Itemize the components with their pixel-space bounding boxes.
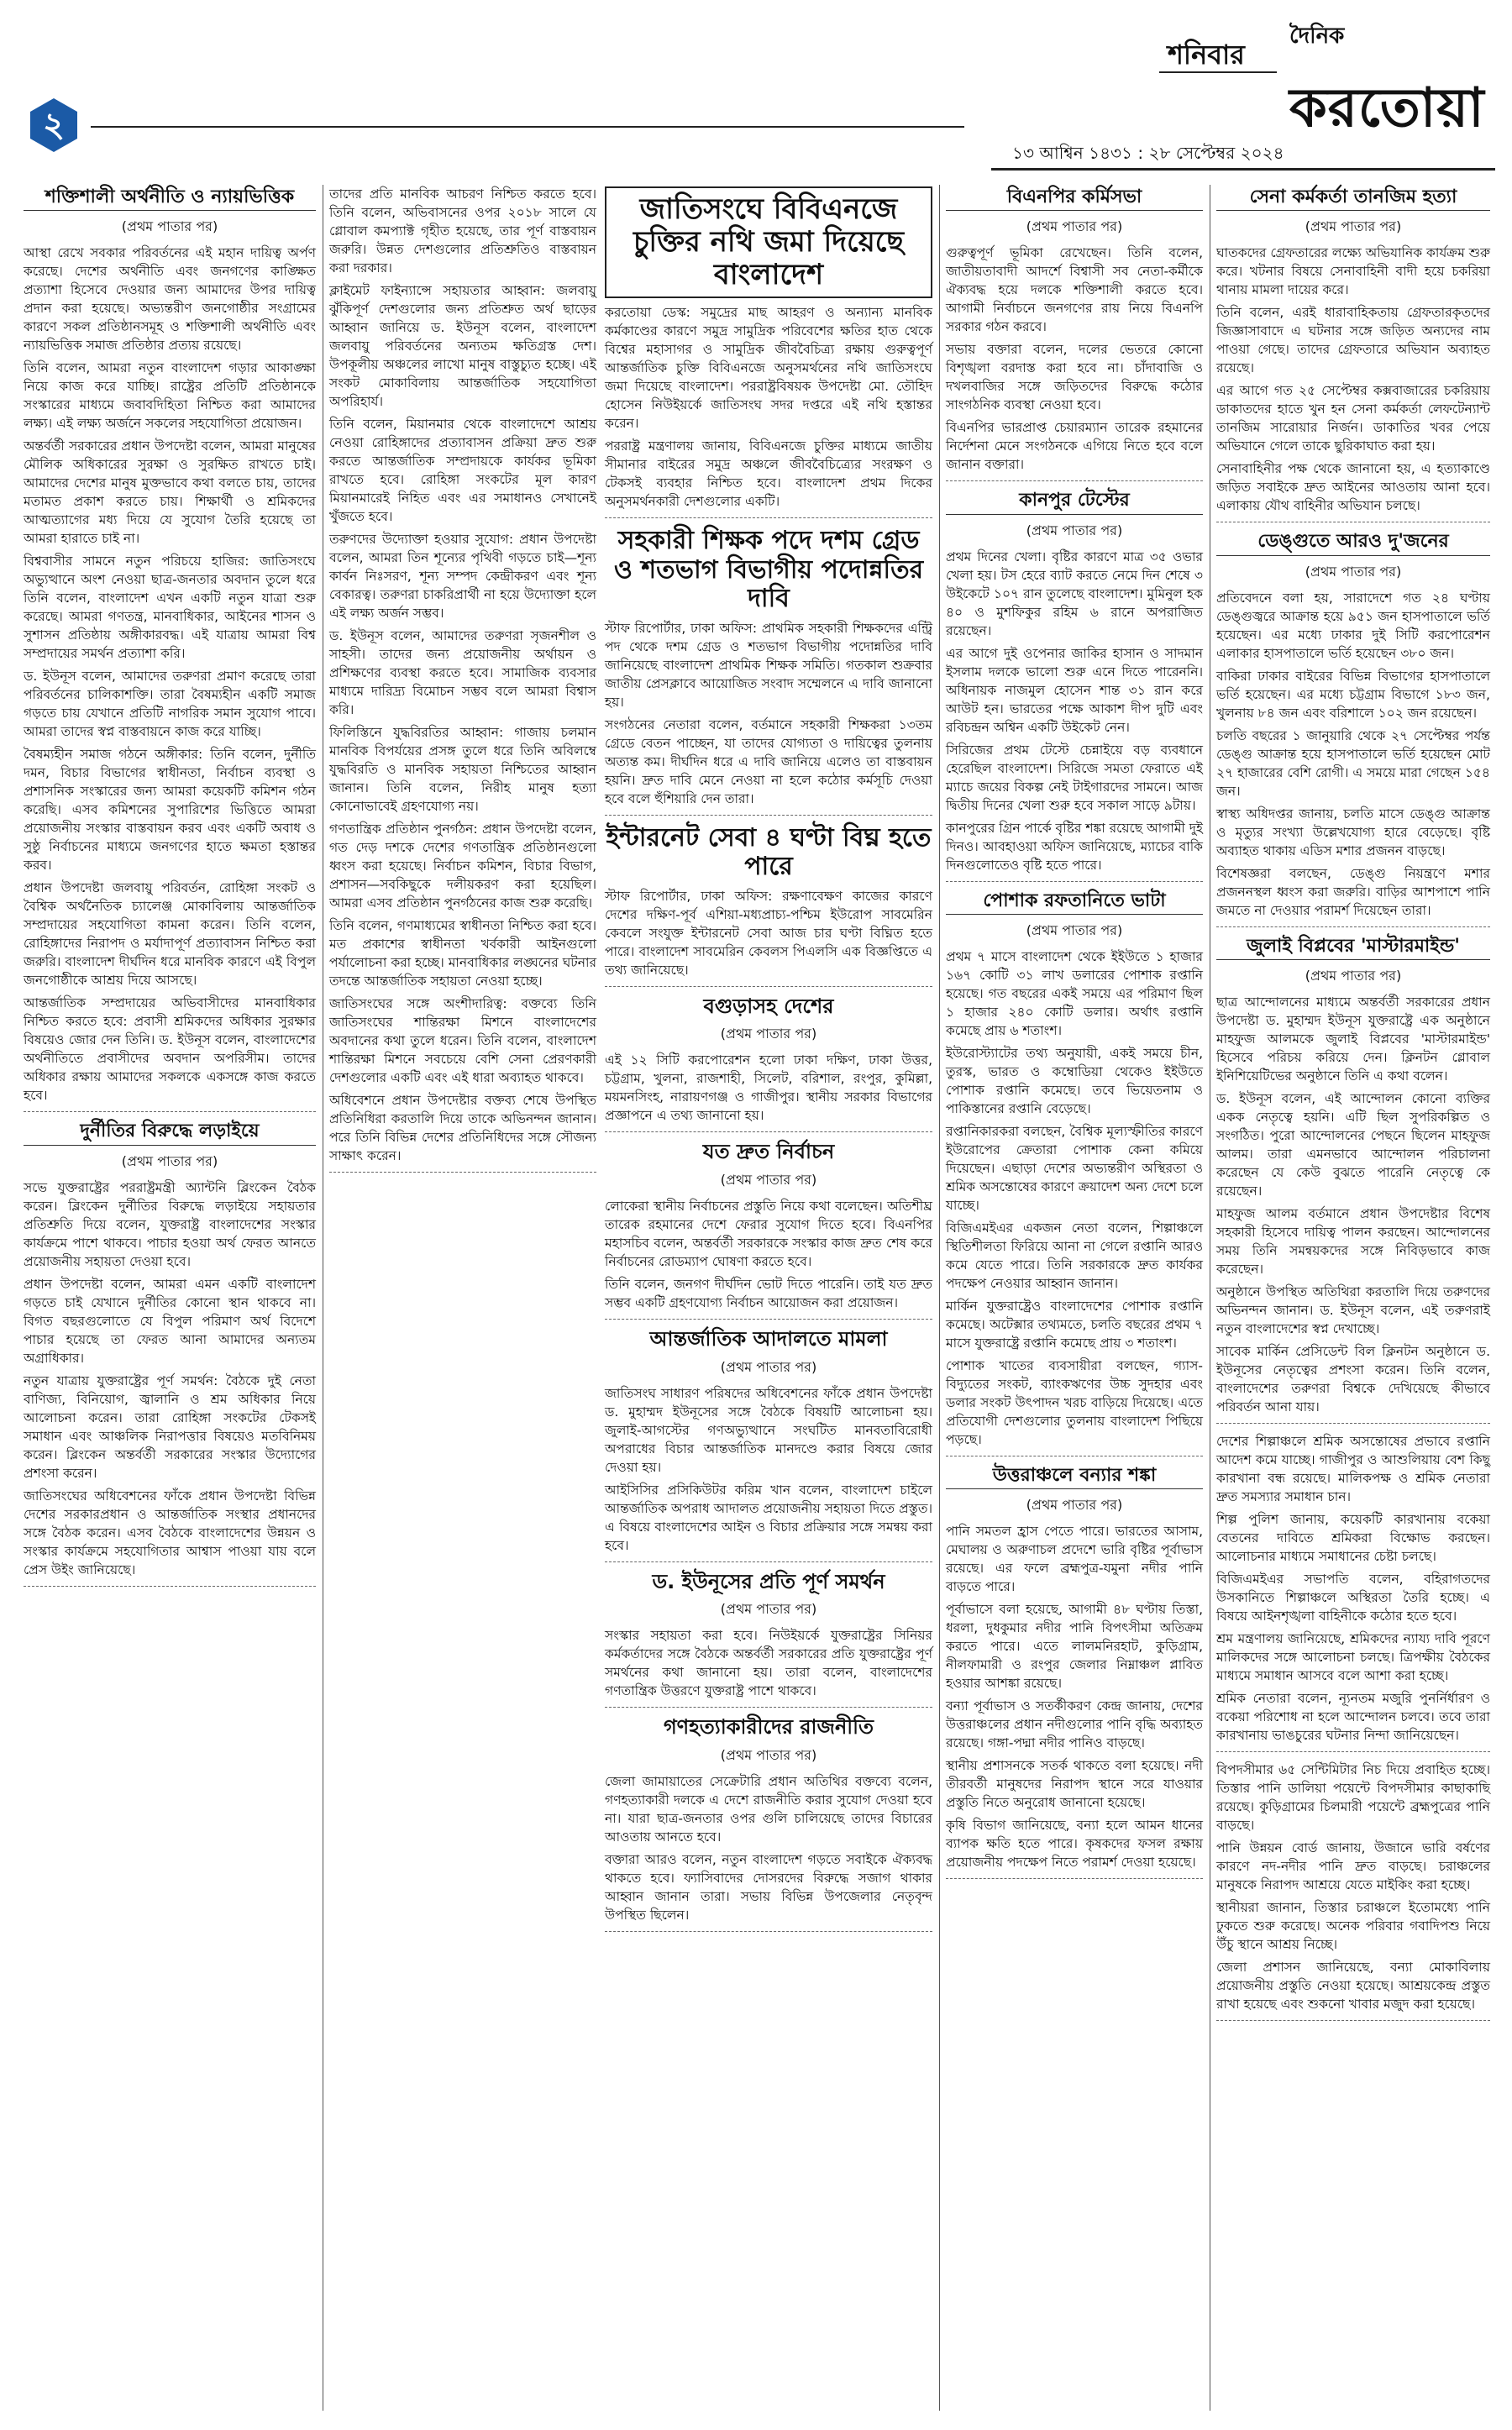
article-divider bbox=[605, 517, 932, 518]
article-paragraph: চলতি বছরের ১ জানুয়ারি থেকে ২৭ সেপ্টেম্বর পর্যন্ত ডেঙ্গু আক্রান্ত হয়ে হাসপাতালে ভর্তি হয়েছেন মোট ২৭ হাজারের বেশি রোগী। এ সময়ে মারা গেছেন ১৫৪ জন। bbox=[1216, 727, 1490, 799]
article-divider bbox=[605, 815, 932, 816]
article-paragraph: অধিবেশনে প্রধান উপদেষ্টার বক্তব্য শেষে উপস্থিত প্রতিনিধিরা করতালি দিয়ে তাকে অভিনন্দন জানান। পরে তিনি বিভিন্ন দেশের প্রতিনিধিদের সঙ্গে সৌজন্য সাক্ষাৎ করেন। bbox=[329, 1093, 596, 1163]
article-paragraph: গণতান্ত্রিক প্রতিষ্ঠান পুনর্গঠন: প্রধান উপদেষ্টা বলেন, গত দেড় দশকে দেশের গণতান্ত্রিক প্রতিষ্ঠানগুলো ধ্বংস করা হয়েছে। নির্বাচন কমিশন, বিচার বিভাগ, প্রশাসন—সবকিছুকে দলীয়করণ করা হয়েছিল। আমরা এসব প্রতিষ্ঠান পুনর্গঠনের কাজ শুরু করেছি। bbox=[329, 821, 596, 911]
article-paragraph: ছাত্র আন্দোলনের মাধ্যমে অন্তর্বর্তী সরকারের প্রধান উপদেষ্টা ড. মুহাম্মদ ইউনূস যুক্তরাষ্ট্রে এক অনুষ্ঠানে মাহফুজ আলমকে জুলাই বিপ্লবের 'মাস্টারমাইন্ড' হিসেবে পরিচয় করিয়ে দেন। ক্লিনটন গ্লোবাল ইনিশিয়েটিভের অনুষ্ঠানে তিনি এ কথা বলেন। bbox=[1216, 994, 1490, 1084]
article-paragraph: জেলা জামায়াতের সেক্রেটারি প্রধান অতিথির বক্তব্যে বলেন, গণহত্যাকারী দলকে এ দেশে রাজনীতি করার সুযোগ দেওয়া হবে না। যারা ছাত্র-জনতার ওপর গুলি চালিয়েছে তাদের বিচারের আওতায় আনতে হবে। bbox=[605, 1773, 932, 1845]
article-paragraph: ফিলিস্তিনে যুদ্ধবিরতির আহ্বান: গাজায় চলমান মানবিক বিপর্যয়ের প্রসঙ্গ তুলে ধরে তিনি অবিলম্বে যুদ্ধবিরতি ও মানবিক সহায়তা নিশ্চিতের আহ্বান জানান। তিনি বলেন, নিরীহ মানুষ হত্যা কোনোভাবেই গ্রহণযোগ্য নয়। bbox=[329, 725, 596, 814]
continuation-label: (প্রথম পাতার পর) bbox=[1026, 921, 1123, 938]
article-headline: ইন্টারনেট সেবা ৪ ঘণ্টা বিঘ্ন হতে পারে bbox=[606, 822, 932, 882]
article-headline: উত্তরাঞ্চলে বন্যার শঙ্কা bbox=[946, 1465, 1203, 1489]
article-paragraph: ক্লাইমেট ফাইন্যান্সে সহায়তার আহ্বান: জলবায়ু ঝুঁকিপূর্ণ দেশগুলোর জন্য প্রতিশ্রুত অর্থ ছাড়ের আহ্বান জানিয়ে ড. ইউনূস বলেন, বাংলাদেশ জলবায়ু পরিবর্তনের অন্যতম ক্ষতিগ্রস্ত দেশ। উপকূলীয় অঞ্চলের লাখো মানুষ বাস্তুচ্যুত হচ্ছে। এই সংকট মোকাবিলায় আন্তর্জাতিক সহযোগিতা অপরিহার্য। bbox=[329, 283, 596, 409]
header-rule bbox=[91, 126, 964, 128]
column-2 bbox=[329, 185, 596, 1181]
article-paragraph: ড. ইউনূস বলেন, এই আন্দোলন কোনো ব্যক্তির একক নেতৃত্বে হয়নি। এটি ছিল সুপরিকল্পিত ও সংগঠিত। পুরো আন্দোলনের পেছনে ছিলেন মাহফুজ আলম। তারা এমনভাবে আন্দোলন পরিচালনা করেছেন যে কেউ বুঝতে পারেনি নেতৃত্বে কে রয়েছেন। bbox=[1216, 1090, 1490, 1199]
article-paragraph: প্রধান উপদেষ্টা বলেন, আমরা এমন একটি বাংলাদেশ গড়তে চাই যেখানে দুর্নীতির কোনো স্থান থাকবে না। বিগত বছরগুলোতে যে বিপুল পরিমাণ অর্থ বিদেশে পাচার হয়েছে তা ফেরত আনা আমাদের অন্যতম অগ্রাধিকার। bbox=[24, 1276, 316, 1366]
article-paragraph: ড. ইউনূস বলেন, আমাদের তরুণরা প্রমাণ করেছে তারা পরিবর্তনের চালিকাশক্তি। তারা বৈষম্যহীন একটি সমাজ গড়তে চায় যেখানে প্রতিটি নাগরিক সমান সুযোগ পাবে। আমরা তাদের স্বপ্ন বাস্তবায়নে কাজ করে যাচ্ছি। bbox=[24, 669, 316, 740]
article-paragraph: পানি উন্নয়ন বোর্ড জানায়, উজানে ভারি বর্ষণের কারণে নদ-নদীর পানি দ্রুত বাড়ছে। চরাঞ্চলের মানুষকে নিরাপদ আশ্রয়ে যেতে মাইকিং করা হচ্ছে। bbox=[1216, 1840, 1490, 1892]
article-headline: সেনা কর্মকর্তা তানজিম হত্যা bbox=[1216, 186, 1490, 211]
article-paragraph: বিজিএমইএর সভাপতি বলেন, বহিরাগতদের উসকানিতে শিল্পাঞ্চলে অস্থিরতা তৈরি হচ্ছে। এ বিষয়ে আইনশৃঙ্খলা বাহিনীকে কঠোর হতে হবে। bbox=[1216, 1571, 1490, 1624]
article-divider bbox=[605, 1561, 932, 1562]
article-paragraph: তিনি বলেন, গণমাধ্যমের স্বাধীনতা নিশ্চিত করা হবে। মত প্রকাশের স্বাধীনতা খর্বকারী আইনগুলো পর্যালোচনা করা হচ্ছে। মানবাধিকার লঙ্ঘনের ঘটনার তদন্তে আন্তর্জাতিক সহায়তা নেওয়া হচ্ছে। bbox=[329, 918, 596, 989]
article-paragraph: এর আগে দুই ওপেনার জাকির হাসান ও সাদমান ইসলাম দলকে ভালো শুরু এনে দিতে পারেননি। অধিনায়ক নাজমুল হোসেন শান্ত ৩১ রান করে আউট হন। ভারতের পক্ষে আকাশ দীপ দুটি এবং রবিচন্দ্রন অশ্বিন একটি উইকেট নেন। bbox=[946, 645, 1203, 735]
article-paragraph: সভায় বক্তারা বলেন, দলের ভেতরে কোনো বিশৃঙ্খলা বরদাস্ত করা হবে না। চাঁদাবাজি ও দখলবাজির সঙ্গে জড়িতদের বিরুদ্ধে কঠোর সাংগঠনিক ব্যবস্থা নেওয়া হবে। bbox=[946, 342, 1203, 413]
article-paragraph: তিনি বলেন, জনগণ দীর্ঘদিন ভোট দিতে পারেনি। তাই যত দ্রুত সম্ভব একটি গ্রহণযোগ্য নির্বাচন আয়োজন করা প্রয়োজন। bbox=[605, 1276, 932, 1310]
article-headline: কানপুর টেস্টের bbox=[946, 490, 1203, 514]
continuation-label: (প্রথম পাতার পর) bbox=[720, 1026, 817, 1042]
article bbox=[946, 1465, 1203, 1879]
article bbox=[605, 1571, 932, 1708]
article-paragraph: পররাষ্ট্র মন্ত্রণালয় জানায়, বিবিএনজে চুক্তির মাধ্যমে জাতীয় সীমানার বাইরের সমুদ্র অঞ্চলে জীববৈচিত্র্যের সংরক্ষণ ও টেকসই ব্যবহার নিশ্চিত হবে। বাংলাদেশ প্রথম দিকের অনুসমর্থনকারী দেশগুলোর একটি। bbox=[605, 438, 932, 510]
article bbox=[1216, 936, 1490, 1424]
article-paragraph: জাতিসংঘের অধিবেশনের ফাঁকে প্রধান উপদেষ্টা বিভিন্ন দেশের সরকারপ্রধান ও আন্তর্জাতিক সংস্থার প্রধানদের সঙ্গে বৈঠক করেন। এসব বৈঠকে বাংলাদেশের উন্নয়ন ও সংস্কার কার্যক্রমে সহযোগিতার আশ্বাস পাওয়া যায় বলে প্রেস উইং জানিয়েছে। bbox=[24, 1488, 316, 1577]
article bbox=[1216, 1432, 1490, 1752]
article-paragraph: স্টাফ রিপোর্টার, ঢাকা অফিস: প্রাথমিক সহকারী শিক্ষকদের এন্ট্রি পদ থেকে দশম গ্রেড ও শতভাগ বিভাগীয় পদোন্নতির দাবি জানিয়েছে বাংলাদেশ প্রাথমিক শিক্ষক সমিতি। গতকাল শুক্রবার জাতীয় প্রেসক্লাবে আয়োজিত সংবাদ সম্মেলনে এ দাবি জানানো হয়। bbox=[605, 620, 932, 710]
article-paragraph: দেশের শিল্পাঞ্চলে শ্রমিক অসন্তোষের প্রভাবে রপ্তানি আদেশ কমে যাচ্ছে। গাজীপুর ও আশুলিয়ায় বেশ কিছু কারখানা বন্ধ রয়েছে। মালিকপক্ষ ও শ্রমিক নেতারা দ্রুত সমস্যার সমাধান চান। bbox=[1216, 1433, 1490, 1504]
continuation-label: (প্রথম পাতার পর) bbox=[720, 1171, 817, 1188]
article bbox=[946, 490, 1203, 881]
article bbox=[24, 186, 316, 1112]
article-divider bbox=[605, 1319, 932, 1320]
article-paragraph: শ্রম মন্ত্রণালয় জানিয়েছে, শ্রমিকদের ন্যায্য দাবি পূরণে মালিকদের সঙ্গে আলোচনা চলছে। ত্রিপক্ষীয় বৈঠকের মাধ্যমে সমাধান আসবে বলে আশা করা হচ্ছে। bbox=[1216, 1630, 1490, 1683]
continuation-label: (প্রথম পাতার পর) bbox=[1026, 522, 1123, 538]
article-headline: যত দ্রুত নির্বাচন bbox=[702, 1140, 835, 1164]
date-rule bbox=[991, 168, 1495, 171]
article-paragraph: সিরিজের প্রথম টেস্টে চেন্নাইয়ে বড় ব্যবধানে হেরেছিল বাংলাদেশ। সিরিজে সমতা ফেরাতে এই ম্যাচে জয়ের বিকল্প নেই টাইগারদের সামনে। আজ দ্বিতীয় দিনের খেলা শুরু হবে সকাল সাড়ে ৯টায়। bbox=[946, 742, 1203, 813]
article-paragraph: পূর্বাভাসে বলা হয়েছে, আগামী ৪৮ ঘণ্টায় তিস্তা, ধরলা, দুধকুমার নদীর পানি বিপৎসীমা অতিক্রম করতে পারে। এতে লালমনিরহাট, কুড়িগ্রাম, নীলফামারী ও রংপুর জেলার নিম্নাঞ্চল প্লাবিত হওয়ার আশঙ্কা রয়েছে। bbox=[946, 1602, 1203, 1692]
article-paragraph: সংগঠনের নেতারা বলেন, বর্তমানে সহকারী শিক্ষকরা ১৩তম গ্রেডে বেতন পাচ্ছেন, যা তাদের যোগ্যতা ও দায়িত্বের তুলনায় অত্যন্ত কম। দীর্ঘদিন ধরে এ দাবি জানিয়ে এলেও তা বাস্তবায়ন হয়নি। দ্রুত দাবি মেনে নেওয়া না হলে কঠোর কর্মসূচি দেওয়া হবে বলে হুঁশিয়ারি দেন তারা। bbox=[605, 716, 932, 806]
article-paragraph: শ্রমিক নেতারা বলেন, ন্যূনতম মজুরি পুনর্নির্ধারণ ও বকেয়া পরিশোধ না হলে আন্দোলন চলবে। তবে তারা কারখানায় ভাঙচুরের ঘটনার নিন্দা জানিয়েছেন। bbox=[1216, 1690, 1490, 1743]
article-divider bbox=[605, 1131, 932, 1132]
article-divider bbox=[24, 1586, 316, 1587]
continuation-label: (প্রথম পাতার পর) bbox=[1305, 218, 1402, 235]
article-paragraph: বিজিএমইএর একজন নেতা বলেন, শিল্পাঞ্চলে স্থিতিশীলতা ফিরিয়ে আনা না গেলে রপ্তানি আরও কমে যেতে পারে। তিনি সরকারকে দ্রুত কার্যকর পদক্ষেপ নেওয়ার আহ্বান জানান। bbox=[946, 1220, 1203, 1291]
article bbox=[605, 824, 932, 987]
article-paragraph: অন্তর্বর্তী সরকারের প্রধান উপদেষ্টা বলেন, আমরা মানুষের মৌলিক অধিকারের সুরক্ষা ও সুরক্ষিত রাখতে চাই। আমাদের দেশের মানুষ মুক্তভাবে কথা বলতে চায়, তাদের মতামত প্রকাশ করতে চায়। শিক্ষার্থী ও শ্রমিকদের আত্মত্যাগের মধ্য দিয়ে যে সুযোগ তৈরি হয়েছে তা আমরা হারাতে চাই না। bbox=[24, 438, 316, 547]
logo-title: করতোয়া bbox=[1289, 77, 1485, 139]
article-paragraph: অনুষ্ঠানে উপস্থিত অতিথিরা করতালি দিয়ে তরুণদের অভিনন্দন জানান। ড. ইউনূস বলেন, এই তরুণরাই নতুন বাংলাদেশের স্বপ্ন দেখাচ্ছে। bbox=[1216, 1283, 1490, 1336]
logo-prefix: দৈনিক bbox=[1289, 24, 1345, 49]
page-number-badge bbox=[25, 97, 82, 154]
article-paragraph: এই ১২ সিটি করপোরেশন হলো ঢাকা দক্ষিণ, ঢাকা উত্তর, চট্টগ্রাম, খুলনা, রাজশাহী, সিলেট, বরিশাল, রংপুর, কুমিল্লা, ময়মনসিংহ, নারায়ণগঞ্জ ও গাজীপুর। স্থানীয় সরকার বিভাগের প্রজ্ঞাপনে এ তথ্য জানানো হয়। bbox=[605, 1052, 932, 1124]
article-paragraph: রপ্তানিকারকরা বলছেন, বৈশ্বিক মূল্যস্ফীতির কারণে ইউরোপের ক্রেতারা পোশাক কেনা কমিয়ে দিয়েছেন। এছাড়া দেশের অভ্যন্তরীণ অস্থিরতা ও শ্রমিক অসন্তোষের কারণে ক্রয়াদেশ অন্য দেশে চলে যাচ্ছে। bbox=[946, 1123, 1203, 1213]
article-paragraph: বিশ্ববাসীর সামনে নতুন পরিচয়ে হাজির: জাতিসংঘে অভ্যুত্থানে অংশ নেওয়া ছাত্র-জনতার অবদান তুলে ধরে তিনি বলেন, বাংলাদেশ এখন একটি নতুন যাত্রা শুরু করেছে। আমরা গণতন্ত্র, মানবাধিকার, আইনের শাসন ও সুশাসন প্রতিষ্ঠায় অঙ্গীকারবদ্ধ। এই যাত্রায় আমরা বিশ্ব সম্প্রদায়ের সমর্থন প্রত্যাশা করি। bbox=[24, 554, 316, 662]
masthead-logo bbox=[1289, 18, 1495, 153]
article-paragraph: বক্তারা আরও বলেন, নতুন বাংলাদেশ গড়তে সবাইকে ঐক্যবদ্ধ থাকতে হবে। ফ্যাসিবাদের দোসরদের বিরুদ্ধে সজাগ থাকার আহ্বান জানান তারা। সভায় বিভিন্ন উপজেলার নেতৃবৃন্দ উপস্থিত ছিলেন। bbox=[605, 1851, 932, 1923]
article-paragraph: পোশাক খাতের ব্যবসায়ীরা বলছেন, গ্যাস-বিদ্যুতের সংকট, ব্যাংকঋণের উচ্চ সুদহার এবং ডলার সংকট উৎপাদন খরচ বাড়িয়ে দিয়েছে। এতে প্রতিযোগী দেশগুলোর তুলনায় বাংলাদেশ পিছিয়ে পড়ছে। bbox=[946, 1357, 1203, 1447]
article-paragraph: তাদের প্রতি মানবিক আচরণ নিশ্চিত করতে হবে। তিনি বলেন, অভিবাসনের ওপর ২০১৮ সালে যে গ্লোবাল কমপ্যাক্ট গৃহীত হয়েছে, তার পূর্ণ বাস্তবায়ন জরুরি। উন্নত দেশগুলোর প্রতিশ্রুতিও বাস্তবায়ন করা দরকার। bbox=[329, 186, 596, 276]
article-headline: আন্তর্জাতিক আদালতে মামলা bbox=[649, 1326, 888, 1351]
article-paragraph: ইউরোস্ট্যাটের তথ্য অনুযায়ী, একই সময়ে চীন, তুরস্ক, ভারত ও কম্বোডিয়া থেকেও ইইউতে পোশাক রপ্তানি কমেছে। তবে ভিয়েতনাম ও পাকিস্তানের রপ্তানি বেড়েছে। bbox=[946, 1045, 1203, 1116]
article-paragraph: সংস্কার সহায়তা করা হবে। নিউইয়র্কে যুক্তরাষ্ট্রের সিনিয়র কর্মকর্তাদের সঙ্গে বৈঠকে অন্তর্বর্তী সরকারের প্রতি যুক্তরাষ্ট্রের পূর্ণ সমর্থনের কথা জানানো হয়। তারা বলেন, বাংলাদেশের গণতান্ত্রিক উত্তরণে যুক্তরাষ্ট্র পাশে থাকবে। bbox=[605, 1628, 932, 1699]
article-paragraph: তিনি বলেন, মিয়ানমার থেকে বাংলাদেশে আশ্রয় নেওয়া রোহিঙ্গাদের প্রত্যাবাসন প্রক্রিয়া দ্রুত শুরু করতে আন্তর্জাতিক সম্প্রদায়কে কার্যকর ভূমিকা রাখতে হবে। রোহিঙ্গা সংকটের মূল কারণ মিয়ানমারেই নিহিত এবং এর সমাধানও সেখানেই খুঁজতে হবে। bbox=[329, 417, 596, 524]
article-paragraph: কৃষি বিভাগ জানিয়েছে, বন্যা হলে আমন ধানের ব্যাপক ক্ষতি হতে পারে। কৃষকদের ফসল রক্ষায় প্রয়োজনীয় পদক্ষেপ নিতে পরামর্শ দেওয়া হয়েছে। bbox=[946, 1818, 1203, 1871]
article-paragraph: জেলা প্রশাসন জানিয়েছে, বন্যা মোকাবিলায় প্রয়োজনীয় প্রস্তুতি নেওয়া হয়েছে। আশ্রয়কেন্দ্র প্রস্তুত রাখা হয়েছে এবং শুকনো খাবার মজুদ করা হয়েছে। bbox=[1216, 1959, 1490, 2012]
article-paragraph: শিল্প পুলিশ জানায়, কয়েকটি কারখানায় বকেয়া বেতনের দাবিতে শ্রমিকরা বিক্ষোভ করছেন। আলোচনার মাধ্যমে সমাধানের চেষ্টা চলছে। bbox=[1216, 1511, 1490, 1564]
article-headline: ড. ইউনূসের প্রতি পূর্ণ সমর্থন bbox=[652, 1569, 885, 1593]
article-paragraph: লোকেরা স্থানীয় নির্বাচনের প্রস্তুতি নিয়ে কথা বলেছেন। অতিশীঘ্র তারেক রহমানের দেশে ফেরার সুযোগ দিতে হবে। বিএনপির মহাসচিব বলেন, অন্তর্বর্তী সরকারকে সংস্কার কাজ দ্রুত শেষ করে নির্বাচনের রোডম্যাপ ঘোষণা করতে হবে। bbox=[605, 1198, 932, 1269]
article-paragraph: স্বাস্থ্য অধিদপ্তর জানায়, চলতি মাসে ডেঙ্গু আক্রান্ত ও মৃত্যুর সংখ্যা উল্লেখযোগ্য হারে বেড়েছে। বৃষ্টি অব্যাহত থাকায় এডিস মশার প্রজনন বাড়ছে। bbox=[1216, 806, 1490, 858]
article-paragraph: আইসিসির প্রসিকিউটর করিম খান বলেন, বাংলাদেশ চাইলে আন্তর্জাতিক অপরাধ আদালত প্রয়োজনীয় সহায়তা দিতে প্রস্তুত। এ বিষয়ে বাংলাদেশের আইন ও বিচার প্রক্রিয়ার সঙ্গে সমন্বয় করা হবে। bbox=[605, 1482, 932, 1553]
issue-day: শনিবার bbox=[1168, 39, 1245, 71]
column-3 bbox=[605, 185, 932, 1940]
article-headline: সহকারী শিক্ষক পদে দশম গ্রেড ও শতভাগ বিভাগীয় পদোন্নতির দাবি bbox=[613, 526, 924, 614]
column-4 bbox=[946, 185, 1203, 1887]
article-paragraph: গুরুত্বপূর্ণ ভূমিকা রেখেছেন। তিনি বলেন, জাতীয়তাবাদী আদর্শে বিশ্বাসী সব নেতা-কর্মীকে ঐক্যবদ্ধ হয়ে দলকে শক্তিশালী করতে হবে। আগামী নির্বাচনে জনগণের রায় নিয়ে বিএনপি সরকার গঠন করবে। bbox=[946, 245, 1203, 335]
column-5 bbox=[1216, 185, 1490, 2029]
article-paragraph: বিএনপির ভারপ্রাপ্ত চেয়ারম্যান তারেক রহমানের নির্দেশনা মেনে সংগঠনকে এগিয়ে নিতে হবে বলে জানান বক্তারা। bbox=[946, 420, 1203, 473]
article-paragraph: ঘাতকদের গ্রেফতারের লক্ষ্যে অভিযানিক কার্যক্রম শুরু করে। খটনার বিষয়ে সেনাবাহিনী বাদী হয়ে চকরিয়া থানায় মামলা দায়ের করে। bbox=[1216, 245, 1490, 298]
article-divider bbox=[605, 986, 932, 987]
continuation-label: (প্রথম পাতার পর) bbox=[720, 1746, 817, 1763]
article-paragraph: বন্যা পূর্বাভাস ও সতর্কীকরণ কেন্দ্র জানায়, দেশের উত্তরাঞ্চলের প্রধান নদীগুলোর পানি বৃদ্ধি অব্যাহত রয়েছে। গঙ্গা-পদ্মা নদীর পানিও বাড়ছে। bbox=[946, 1698, 1203, 1751]
article-divider bbox=[946, 480, 1203, 481]
column-separator bbox=[939, 185, 940, 2411]
article-paragraph: তরুণদের উদ্যোক্তা হওয়ার সুযোগ: প্রধান উপদেষ্টা বলেন, আমরা তিন শূন্যের পৃথিবী গড়তে চাই—শূন্য কার্বন নিঃসরণ, শূন্য সম্পদ কেন্দ্রীকরণ এবং শূন্য বেকারত্ব। তরুণরা চাকরিপ্রার্থী না হয়ে উদ্যোক্তা হলে এই লক্ষ্য অর্জন সম্ভব। bbox=[329, 532, 596, 621]
article-headline: গণহত্যাকারীদের রাজনীতি bbox=[663, 1715, 874, 1740]
continuation-label: (প্রথম পাতার পর) bbox=[1026, 1497, 1123, 1514]
article bbox=[1216, 531, 1490, 926]
article-paragraph: স্থানীয়রা জানান, তিস্তার চরাঞ্চলে ইতোমধ্যে পানি ঢুকতে শুরু করেছে। অনেক পরিবার গবাদিপশু নিয়ে উঁচু স্থানে আশ্রয় নিচ্ছে। bbox=[1216, 1899, 1490, 1952]
article-paragraph: প্রথম ৭ মাসে বাংলাদেশ থেকে ইইউতে ১ হাজার ১৬৭ কোটি ৩১ লাখ ডলারের পোশাক রপ্তানি হয়েছে। গত বছরের একই সময়ে এর পরিমাণ ছিল ১ হাজার ২৪০ কোটি ডলার। অর্থাৎ রপ্তানি কমেছে প্রায় ৬ শতাংশ। bbox=[946, 948, 1203, 1038]
article-paragraph: করতোয়া ডেস্ক: সমুদ্রের মাছ আহরণ ও অন্যান্য মানবিক কর্মকাণ্ডের কারণে সমুদ্র সামুদ্রিক পরিবেশের ক্ষতির হাত থেকে বিশ্বের মহাসাগর ও সামুদ্রিক জীববৈচিত্র্য রক্ষায় গুরুত্বপূর্ণ আন্তর্জাতিক চুক্তি বিবিএনজে অনুসমর্থনের নথি জাতিসংঘে জমা দিয়েছে বাংলাদেশ। পররাষ্ট্রবিষয়ক উপদেষ্টা মো. তৌহিদ হোসেন নিউইয়র্কে জাতিসংঘ সদর দপ্তরে এই নথি হস্তান্তর করেন। bbox=[605, 305, 932, 432]
article bbox=[605, 1328, 932, 1562]
article-divider bbox=[605, 1931, 932, 1932]
article-divider bbox=[1216, 2020, 1490, 2021]
article-headline: জুলাই বিপ্লবের 'মাস্টারমাইন্ড' bbox=[1216, 936, 1490, 960]
column-1 bbox=[24, 185, 316, 1595]
article-paragraph: প্রধান উপদেষ্টা জলবায়ু পরিবর্তন, রোহিঙ্গা সংকট ও বৈশ্বিক অর্থনৈতিক চ্যালেঞ্জ মোকাবিলায় আন্তর্জাতিক সম্প্রদায়ের সহযোগিতা কামনা করেন। তিনি বলেন, রোহিঙ্গাদের নিরাপদ ও মর্যাদাপূর্ণ প্রত্যাবাসন নিশ্চিত করা জরুরি। বাংলাদেশ দীর্ঘদিন ধরে মানবিক কারণে এই বিপুল জনগোষ্ঠীকে আশ্রয় দিয়ে আসছে। bbox=[24, 880, 316, 989]
article bbox=[605, 186, 932, 518]
article-headline: বিএনপির কর্মিসভা bbox=[946, 186, 1203, 211]
article-headline: জাতিসংঘে বিবিএনজে চুক্তির নথি জমা দিয়েছে বাংলাদেশ bbox=[605, 186, 932, 298]
article-divider bbox=[946, 881, 1203, 882]
article-paragraph: স্টাফ রিপোর্টার, ঢাকা অফিস: রক্ষণাবেক্ষণ কাজের কারণে দেশের দক্ষিণ-পূর্ব এশিয়া-মধ্যপ্রাচ্য-পশ্চিম ইউরোপ সাবমেরিন কেবলে সংযুক্ত ইন্টারনেট সেবা আজ চার ঘণ্টা বিঘ্নিত হতে পারে। বাংলাদেশ সাবমেরিন কেবলস পিএলসি এক বিজ্ঞপ্তিতে এ তথ্য জানিয়েছে। bbox=[605, 888, 932, 978]
day-underline bbox=[1159, 71, 1277, 73]
article-paragraph: প্রথম দিনের খেলা। বৃষ্টির কারণে মাত্র ৩৫ ওভার খেলা হয়। টস হেরে ব্যাট করতে নেমে দিন শেষে ৩ উইকেটে ১০৭ রান তুলেছে বাংলাদেশ। মুমিনুল হক ৪০ ও মুশফিকুর রহিম ৬ রানে অপরাজিত রয়েছেন। bbox=[946, 548, 1203, 638]
article-paragraph: জাতিসংঘের সঙ্গে অংশীদারিত্ব: বক্তব্যে তিনি জাতিসংঘের শান্তিরক্ষা মিশনে বাংলাদেশের অবদানের কথা তুলে ধরেন। তিনি বলেন, বাংলাদেশ শান্তিরক্ষা মিশনে সবচেয়ে বেশি সেনা প্রেরণকারী দেশগুলোর একটি এবং এই ধারা অব্যাহত থাকবে। bbox=[329, 996, 596, 1085]
article-paragraph: প্রতিবেদনে বলা হয়, সারাদেশে গত ২৪ ঘণ্টায় ডেঙ্গুজ্বরে আক্রান্ত হয়ে ৯৫১ জন হাসপাতালে ভর্তি হয়েছেন। এর মধ্যে ঢাকার দুই সিটি করপোরেশন এলাকার হাসপাতালে ভর্তি হয়েছেন ৩৮০ জন। bbox=[1216, 590, 1490, 661]
issue-date: ১৩ আশ্বিন ১৪৩১ : ২৮ সেপ্টেম্বর ২০২৪ bbox=[1012, 143, 1284, 163]
article-divider bbox=[1216, 926, 1490, 927]
article bbox=[605, 1141, 932, 1320]
page-header bbox=[0, 0, 1512, 176]
continuation-label: (প্রথম পাতার পর) bbox=[1026, 218, 1123, 235]
article-headline: ডেঙ্গুতে আরও দু'জনের bbox=[1216, 531, 1490, 555]
article-divider bbox=[946, 1878, 1203, 1879]
continuation-label: (প্রথম পাতার পর) bbox=[1305, 967, 1402, 984]
page-number: ২ bbox=[42, 106, 66, 144]
article-paragraph: আন্তর্জাতিক সম্প্রদায়ের অভিবাসীদের মানবাধিকার নিশ্চিত করতে হবে: প্রবাসী শ্রমিকদের অধিকার সুরক্ষার বিষয়েও জোর দেন তিনি। ড. ইউনূস বলেন, বাংলাদেশের অর্থনীতিতে প্রবাসীদের অবদান অপরিসীম। তাদের অধিকার রক্ষায় আমাদের সকলকে একসঙ্গে কাজ করতে হবে। bbox=[24, 995, 316, 1104]
article bbox=[1216, 1761, 1490, 2021]
article-paragraph: তিনি বলেন, আমরা নতুন বাংলাদেশ গড়ার আকাঙ্ক্ষা নিয়ে কাজ করে যাচ্ছি। রাষ্ট্রের প্রতিটি প্রতিষ্ঠানকে সংস্কারের মাধ্যমে জবাবদিহিতা নিশ্চিত করা আমাদের লক্ষ্য। এই লক্ষ্য অর্জনে সকলের সহযোগিতা প্রয়োজন। bbox=[24, 360, 316, 432]
article-paragraph: এর আগে গত ২৫ সেপ্টেম্বর কক্সবাজারের চকরিয়ায় ডাকাতদের হাতে খুন হন সেনা কর্মকর্তা লেফটেন্যান্ট তানজিম সারোয়ার নির্জন। ডাকাতির খবর পেয়ে অভিযানে গেলে তাকে ছুরিকাঘাত করা হয়। bbox=[1216, 383, 1490, 454]
article-paragraph: স্থানীয় প্রশাসনকে সতর্ক থাকতে বলা হয়েছে। নদী তীরবর্তী মানুষদের নিরাপদ স্থানে সরে যাওয়ার প্রস্তুতি নিতে অনুরোধ জানানো হয়েছে। bbox=[946, 1758, 1203, 1811]
article-divider bbox=[329, 1172, 596, 1173]
continuation-label: (প্রথম পাতার পর) bbox=[720, 1358, 817, 1375]
article-paragraph: সেনাবাহিনীর পক্ষ থেকে জানানো হয়, এ হত্যাকাণ্ডে জড়িত সবাইকে দ্রুত আইনের আওতায় আনা হবে। এলাকায় যৌথ বাহিনীর অভিযান চলছে। bbox=[1216, 461, 1490, 514]
continuation-label: (প্রথম পাতার পর) bbox=[1305, 563, 1402, 580]
article-paragraph: নতুন যাত্রায় যুক্তরাষ্ট্রের পূর্ণ সমর্থন: বৈঠকে দুই নেতা বাণিজ্য, বিনিয়োগ, জ্বালানি ও শ্রম অধিকার নিয়ে আলোচনা করেন। তারা রোহিঙ্গা সংকটের টেকসই সমাধান এবং আঞ্চলিক নিরাপত্তার বিষয়েও মতবিনিময় করেন। ব্লিংকেন অন্তর্বর্তী সরকারের সংস্কার উদ্যোগের প্রশংসা করেন। bbox=[24, 1372, 316, 1481]
article-divider bbox=[1216, 1751, 1490, 1752]
article bbox=[946, 890, 1203, 1456]
article-paragraph: মাহফুজ আলম বর্তমানে প্রধান উপদেষ্টার বিশেষ সহকারী হিসেবে দায়িত্ব পালন করছেন। আন্দোলনের সময় তিনি সমন্বয়কদের সঙ্গে নিবিড়ভাবে কাজ করেছেন। bbox=[1216, 1205, 1490, 1277]
article-paragraph: কানপুরের গ্রিন পার্কে বৃষ্টির শঙ্কা রয়েছে আগামী দুই দিনও। আবহাওয়া অফিস জানিয়েছে, ম্যাচের বাকি দিনগুলোতেও বৃষ্টি হতে পারে। bbox=[946, 820, 1203, 873]
article-headline: বগুড়াসহ দেশের bbox=[703, 994, 834, 1018]
article-headline: পোশাক রফতানিতে ভাটা bbox=[946, 890, 1203, 915]
article-divider bbox=[605, 1707, 932, 1708]
article-paragraph: আস্থা রেখে সবকার পরিবর্তনের এই মহান দায়িত্ব অর্পণ করেছে। দেশের অর্থনীতি এবং জনগণের কাঙ্ক্ষিত প্রত্যাশা হিসেবে দেওয়ার জন্য আমাদের উপর দায়িত্ব প্রদান করা হয়েছে। অভ্যন্তরীণ জনগোষ্ঠীর সংগ্রামের কারণে সকল প্রতিষ্ঠানসমূহ ও শক্তিশালী অর্থনীতি এবং ন্যায়ভিত্তিক সমাজ প্রতিষ্ঠার প্রত্যয় রয়েছে। bbox=[24, 245, 316, 354]
article bbox=[1216, 186, 1490, 522]
continuation-label: (প্রথম পাতার পর) bbox=[121, 218, 218, 235]
article-paragraph: তিনি বলেন, এরই ধারাবাহিকতায় গ্রেফতারকৃতদের জিজ্ঞাসাবাদে এ ঘটনার সঙ্গে জড়িত অন্যদের নাম পাওয়া গেছে। তাদের গ্রেফতারে অভিযান অব্যাহত রয়েছে। bbox=[1216, 305, 1490, 376]
article-paragraph: সভে যুক্তরাষ্ট্রের পররাষ্ট্রমন্ত্রী অ্যান্টনি ব্লিংকেন বৈঠক করেন। ব্লিংকেন দুর্নীতির বিরুদ্ধে লড়াইয়ে সহায়তার প্রতিশ্রুতি দিয়ে বলেন, যুক্তরাষ্ট্র বাংলাদেশের সংস্কার কার্যক্রমে পাশে থাকবে। পাচার হওয়া অর্থ ফেরত আনতে প্রয়োজনীয় সহায়তা দেওয়া হবে। bbox=[24, 1179, 316, 1269]
continuation-label: (প্রথম পাতার পর) bbox=[720, 1601, 817, 1618]
article-paragraph: ড. ইউনূস বলেন, আমাদের তরুণরা সৃজনশীল ও সাহসী। তাদের জন্য প্রয়োজনীয় অর্থায়ন ও প্রশিক্ষণের ব্যবস্থা করতে হবে। সামাজিক ব্যবসার মাধ্যমে দারিদ্র্য বিমোচন সম্ভব বলে আমরা বিশ্বাস করি। bbox=[329, 628, 596, 717]
article bbox=[329, 185, 596, 1173]
article-paragraph: পানি সমতল হ্রাস পেতে পারে। ভারতের আসাম, মেঘালয় ও অরুণাচল প্রদেশে ভারি বৃষ্টির পূর্বাভাস রয়েছে। এর ফলে ব্রহ্মপুত্র-যমুনা নদীর পানি বাড়তে পারে। bbox=[946, 1524, 1203, 1595]
article-paragraph: বিশেষজ্ঞরা বলছেন, ডেঙ্গু নিয়ন্ত্রণে মশার প্রজননস্থল ধ্বংস করা জরুরি। বাড়ির আশপাশে পানি জমতে না দেওয়ার পরামর্শ দিয়েছেন তারা। bbox=[1216, 865, 1490, 918]
article-paragraph: বিপদসীমার ৬৫ সেন্টিমিটার নিচ দিয়ে প্রবাহিত হচ্ছে। তিস্তার পানি ডালিয়া পয়েন্টে বিপদসীমার কাছাকাছি রয়েছে। কুড়িগ্রামের চিলমারী পয়েন্টে ব্রহ্মপুত্রের পানি বাড়ছে। bbox=[1216, 1761, 1490, 1833]
article-divider bbox=[1216, 1423, 1490, 1424]
article-paragraph: সাবেক মার্কিন প্রেসিডেন্ট বিল ক্লিনটন অনুষ্ঠানে ড. ইউনূসের নেতৃত্বের প্রশংসা করেন। তিনি বলেন, বাংলাদেশের তরুণরা বিশ্বকে দেখিয়েছে কীভাবে পরিবর্তন আনা যায়। bbox=[1216, 1343, 1490, 1414]
article bbox=[946, 186, 1203, 481]
article bbox=[605, 527, 932, 816]
article bbox=[605, 1716, 932, 1932]
article-paragraph: বাকিরা ঢাকার বাইরের বিভিন্ন বিভাগের হাসপাতালে ভর্তি হয়েছেন। এর মধ্যে চট্টগ্রাম বিভাগে ১৮৩ জন, খুলনায় ৮৪ জন এবং বরিশালে ১০২ জন রয়েছেন। bbox=[1216, 668, 1490, 721]
article-divider bbox=[24, 1111, 316, 1112]
article-headline: দুর্নীতির বিরুদ্ধে লড়াইয়ে bbox=[24, 1121, 316, 1145]
continuation-label: (প্রথম পাতার পর) bbox=[121, 1152, 218, 1169]
article bbox=[605, 995, 932, 1133]
article-paragraph: মার্কিন যুক্তরাষ্ট্রেও বাংলাদেশের পোশাক রপ্তানি কমেছে। অটেক্সার তথ্যমতে, চলতি বছরের প্রথম ৭ মাসে যুক্তরাষ্ট্রে রপ্তানি কমেছে প্রায় ৩ শতাংশ। bbox=[946, 1298, 1203, 1351]
article bbox=[24, 1121, 316, 1586]
article-headline: শক্তিশালী অর্থনীতি ও ন্যায়ভিত্তিক bbox=[24, 186, 316, 211]
article-paragraph: বৈষম্যহীন সমাজ গঠনে অঙ্গীকার: তিনি বলেন, দুর্নীতি দমন, বিচার বিভাগের স্বাধীনতা, নির্বাচন ব্যবস্থা ও প্রশাসনিক সংস্কারের জন্য আমরা কয়েকটি কমিশন গঠন করেছি। এসব কমিশনের সুপারিশের ভিত্তিতে আমরা প্রয়োজনীয় সংস্কার বাস্তবায়ন করব এবং একটি অবাধ ও সুষ্ঠু নির্বাচনের মাধ্যমে জনগণের হাতে ক্ষমতা হস্তান্তর করব। bbox=[24, 747, 316, 874]
article-paragraph: জাতিসংঘ সাধারণ পরিষদের অধিবেশনের ফাঁকে প্রধান উপদেষ্টা ড. মুহাম্মদ ইউনূসের সঙ্গে বৈঠকে বিষয়টি আলোচনা হয়। জুলাই-আগস্টের গণঅভ্যুত্থানে সংঘটিত মানবতাবিরোধী অপরাধের বিচার আন্তর্জাতিক মানদণ্ডে করার বিষয়ে জোর দেওয়া হয়। bbox=[605, 1385, 932, 1475]
